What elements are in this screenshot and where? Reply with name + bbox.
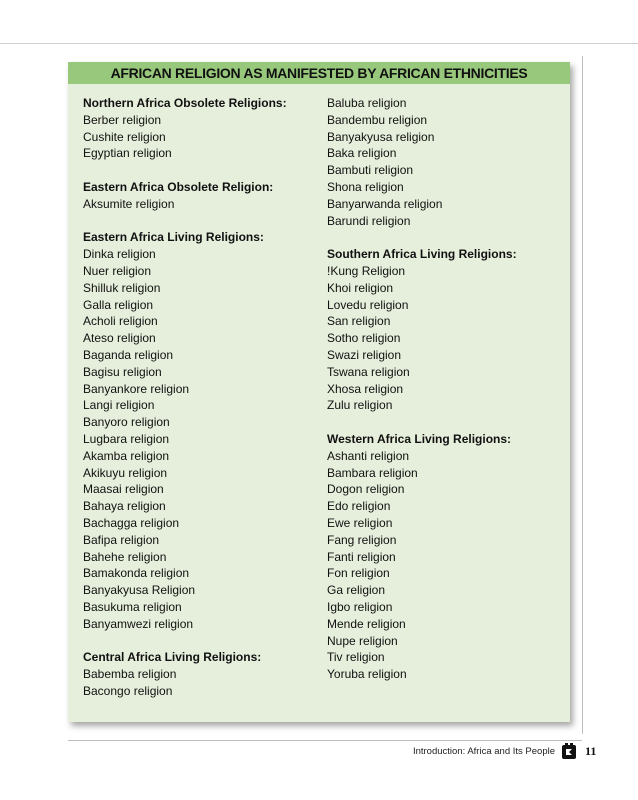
religion-item: Bamakonda religion	[83, 566, 190, 581]
spacer	[83, 213, 323, 230]
religion-item: Bahaya religion	[83, 499, 166, 514]
section-heading-southern: Southern Africa Living Religions:	[327, 247, 517, 262]
religion-item: Baka religion	[327, 146, 397, 161]
religion-item: Bafipa religion	[83, 532, 160, 547]
footer-running-title: Introduction: Africa and Its People	[412, 746, 555, 757]
religion-item: Bandembu religion	[327, 112, 428, 127]
religion-item: Bambara religion	[327, 465, 418, 480]
religion-item: Tswana religion	[327, 364, 410, 379]
religion-item: Nuer religion	[83, 263, 152, 278]
top-rule	[0, 43, 638, 44]
religion-item: Babemba religion	[83, 667, 177, 682]
religion-item: Fanti religion	[327, 549, 396, 564]
religion-item: Lugbara religion	[83, 431, 170, 446]
spacer	[327, 229, 567, 246]
religion-item: Fang religion	[327, 532, 397, 547]
religion-item: Banyamwezi religion	[83, 616, 194, 631]
religion-item: Banyakyusa Religion	[83, 583, 196, 598]
religion-item: Fon religion	[327, 566, 390, 581]
religion-item: Dogon religion	[327, 482, 405, 497]
religion-item: Tiv religion	[327, 650, 385, 665]
religion-item: Lovedu religion	[327, 297, 409, 312]
religion-item: Xhosa religion	[327, 381, 404, 396]
religion-item: Bambuti religion	[327, 163, 414, 178]
central-list	[83, 666, 323, 700]
religion-item: !Kung Religion	[327, 263, 406, 278]
religion-item: Banyakyusa religion	[327, 129, 435, 144]
religion-item: Ateso religion	[83, 331, 156, 346]
religion-item: Langi religion	[83, 398, 155, 413]
religion-item: Banyankore religion	[83, 381, 190, 396]
religion-item: Swazi religion	[327, 347, 402, 362]
religion-item: Akamba religion	[83, 448, 170, 463]
religion-item: Mende religion	[327, 616, 406, 631]
book-logo-icon	[561, 743, 577, 761]
spacer	[83, 162, 323, 179]
religion-item: Akikuyu religion	[83, 465, 168, 480]
religion-item: Baganda religion	[83, 347, 174, 362]
spacer	[327, 414, 567, 431]
section-heading-northern: Northern Africa Obsolete Religions:	[83, 96, 287, 110]
religion-item: Bachagga religion	[83, 515, 180, 530]
eastern-living-list	[83, 246, 323, 632]
section-heading-central: Central Africa Living Religions:	[83, 650, 262, 665]
section-heading-eastern-living: Eastern Africa Living Religions:	[83, 230, 264, 245]
religion-item: Shona religion	[327, 179, 404, 194]
eastern-obsolete-list	[83, 196, 323, 213]
religion-item: Khoi religion	[327, 280, 394, 295]
religion-item: Dinka religion	[83, 247, 156, 262]
section-heading-western: Western Africa Living Religions:	[327, 431, 512, 446]
religion-item: Nupe religion	[327, 633, 398, 648]
religion-item: Yoruba religion	[327, 667, 407, 682]
religion-item: Banyarwanda religion	[327, 196, 443, 211]
box-title: AFRICAN RELIGION AS MANIFESTED BY AFRICAN ETHNICITIES	[68, 62, 570, 84]
religion-item: Berber religion	[83, 112, 162, 127]
page-edge-rule	[582, 56, 583, 734]
religion-item: Bagisu religion	[83, 364, 162, 379]
western-list	[327, 448, 567, 683]
religion-item: Galla religion	[83, 297, 154, 312]
religion-item: Egyptian religion	[83, 146, 172, 161]
religion-item: San religion	[327, 314, 391, 329]
page-number: 11	[585, 744, 597, 758]
religion-item: Cushite religion	[83, 129, 166, 144]
religion-item: Barundi religion	[327, 213, 411, 228]
religion-item: Banyoro religion	[83, 415, 170, 430]
religion-item: Baluba religion	[327, 96, 407, 110]
religion-item: Ashanti religion	[327, 448, 410, 463]
religion-item: Ga religion	[327, 583, 386, 598]
section-heading-eastern-obsolete: Eastern Africa Obsolete Religion:	[83, 179, 274, 194]
southern-list	[327, 263, 567, 414]
spacer	[83, 633, 323, 650]
religion-item: Bacongo religion	[83, 683, 173, 698]
right-column	[327, 95, 567, 683]
religion-item: Bahehe religion	[83, 549, 167, 564]
religion-item: Basukuma religion	[83, 599, 182, 614]
religion-item: Shilluk religion	[83, 280, 161, 295]
religion-table-box	[68, 62, 570, 722]
left-column	[83, 95, 323, 700]
religion-item: Igbo religion	[327, 599, 393, 614]
northern-list	[83, 112, 323, 162]
central-continued-list	[327, 95, 567, 229]
religion-item: Maasai religion	[83, 482, 164, 497]
religion-item: Zulu religion	[327, 398, 393, 413]
religion-item: Sotho religion	[327, 331, 401, 346]
footer-rule	[68, 740, 582, 741]
religion-item: Aksumite religion	[83, 196, 175, 211]
religion-item: Edo religion	[327, 499, 391, 514]
religion-item: Ewe religion	[327, 515, 393, 530]
religion-item: Acholi religion	[83, 314, 158, 329]
